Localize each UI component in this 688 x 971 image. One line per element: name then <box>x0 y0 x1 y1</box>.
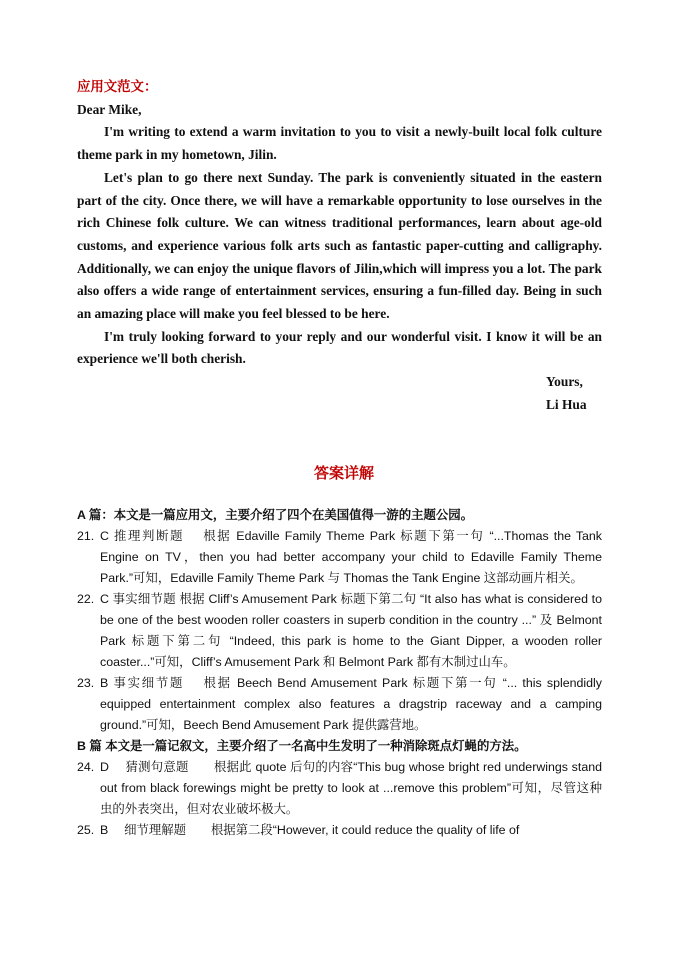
essay-signature: Li Hua <box>546 396 587 412</box>
answer-text: B 细节理解题 根据第二段“However, it could reduce the quality of life of <box>100 823 520 837</box>
answer-item-21 <box>77 526 602 589</box>
essay-greeting: Dear Mike, <box>77 101 142 117</box>
answer-number: 22. <box>77 592 95 606</box>
answer-item-24 <box>77 757 602 820</box>
essay-heading: 应用文范文： <box>77 79 158 94</box>
answer-item-22 <box>77 589 602 673</box>
answer-number: 24. <box>77 760 95 774</box>
answers-title: 答案详解 <box>313 466 374 482</box>
model-essay <box>77 76 602 417</box>
answer-text: B 事实细节题 根据 Beech Bend Amusement Park 标题下第一句 “... this splendidly equipped entertainment complex also features a dragstrip raceway and a camping ground.”可知，Beech Bend Amusement Park 提供露营地。 <box>100 676 602 732</box>
answer-item-23 <box>77 673 602 736</box>
passage-a-summary: A 篇：本文是一篇应用文，主要介绍了四个在美国值得一游的主题公园。 <box>77 508 474 522</box>
answer-text: D 猜测句意题 根据此 quote 后句的内容“This bug whose bright red underwings stand out from black forewings might be pretty to look at ...remove this problem”可知，尽管这种虫的外表突出，但对农业破坏极大。 <box>100 760 602 816</box>
answer-number: 21. <box>77 529 95 543</box>
answer-text: C 事实细节题 根据 Cliff’s Amusement Park 标题下第二句 “It also has what is considered to be one of the best wooden roller coasters in superb condition in the country ...” 及 Belmont Park 标题下第二句 “Indeed, this park is home to the Giant Dipper, a wooden roller coaster...”可知，Cliff’s Amusement Park 和 Belmont Park 都有木制过山车。 <box>100 592 602 669</box>
answer-text: C 推理判断题 根据 Edaville Family Theme Park 标题下第一句 “...Thomas the Tank Engine on TV，then you had better accompany your child to Edaville Family Theme Park.”可知，Edaville Family Theme Park 与 Thomas the Tank Engine 这部动画片相关。 <box>100 529 602 585</box>
essay-paragraph-3: I'm truly looking forward to your reply and our wonderful visit. I know it will be an experience we'll both cherish. <box>77 328 602 367</box>
answer-number: 25. <box>77 823 95 837</box>
answer-explanations <box>77 505 602 841</box>
answer-item-25 <box>77 820 602 841</box>
essay-paragraph-1: I'm writing to extend a warm invitation to you to visit a newly-built local folk culture theme park in my hometown, Jilin. <box>77 124 602 163</box>
essay-closing: Yours, <box>546 374 583 390</box>
answer-number: 23. <box>77 676 95 690</box>
passage-b-summary: B 篇 本文是一篇记叙文，主要介绍了一名高中生发明了一种消除斑点灯蝇的方法。 <box>77 739 527 753</box>
essay-paragraph-2: Let's plan to go there next Sunday. The park is conveniently situated in the eastern part of the city. Once there, we will have a remarkable opportunity to lose ourselves in the rich Chinese folk culture. We can witness traditional performances, learn about age-old customs, and experience various folk arts such as fantastic paper-cutting and calligraphy. Additionally, we can enjoy the unique flavors of Jilin,which will impress you a lot. The park also offers a wide range of entertainment services, ensuring a fun-filled day. Being in such an amazing place will make you feel blessed to be here. <box>77 169 602 322</box>
